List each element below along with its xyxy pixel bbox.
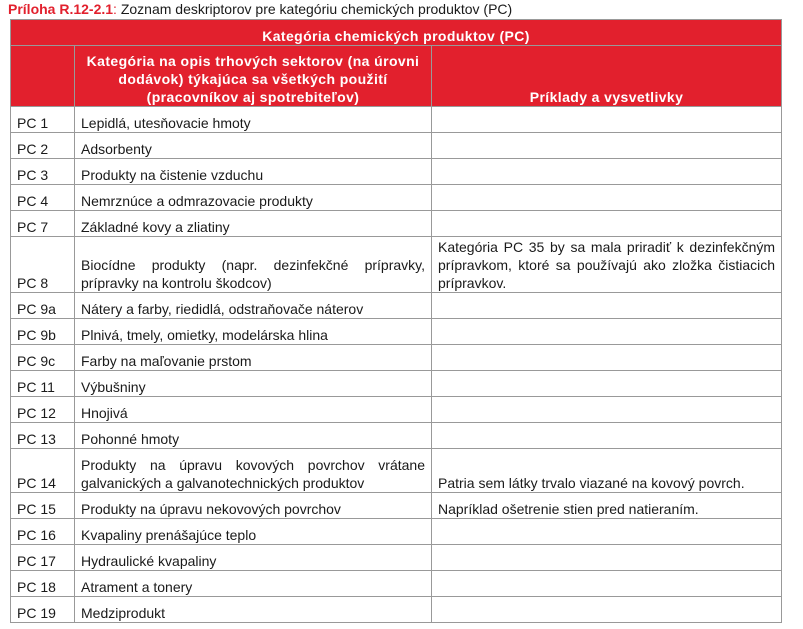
table-row bbox=[11, 397, 782, 423]
row-code: PC 8 bbox=[11, 237, 75, 293]
table-row bbox=[11, 519, 782, 545]
table-row bbox=[11, 107, 782, 133]
table-row bbox=[11, 597, 782, 623]
row-code: PC 9c bbox=[11, 345, 75, 371]
row-code: PC 2 bbox=[11, 133, 75, 159]
row-code: PC 14 bbox=[11, 449, 75, 493]
row-note bbox=[432, 211, 782, 237]
row-code: PC 15 bbox=[11, 493, 75, 519]
row-note bbox=[432, 371, 782, 397]
column-header-code bbox=[11, 46, 75, 107]
row-category: Nemrznúce a odmrazovacie produkty bbox=[75, 185, 432, 211]
row-category: Biocídne produkty (napr. dezinfekčné prípravky, prípravky na kontrolu škodcov) bbox=[75, 237, 432, 293]
table-row bbox=[11, 237, 782, 293]
row-category: Hnojivá bbox=[75, 397, 432, 423]
row-category: Produkty na čistenie vzduchu bbox=[75, 159, 432, 185]
caption-separator: : bbox=[113, 1, 117, 17]
row-code: PC 9a bbox=[11, 293, 75, 319]
row-note bbox=[432, 519, 782, 545]
row-category: Produkty na úpravu nekovových povrchov bbox=[75, 493, 432, 519]
row-note bbox=[432, 345, 782, 371]
row-code: PC 12 bbox=[11, 397, 75, 423]
row-category: Farby na maľovanie prstom bbox=[75, 345, 432, 371]
table-row bbox=[11, 571, 782, 597]
row-category: Produkty na úpravu kovových povrchov vrátane galvanických a galvanotechnických produktov bbox=[75, 449, 432, 493]
row-note bbox=[432, 319, 782, 345]
table-row bbox=[11, 345, 782, 371]
table-row bbox=[11, 423, 782, 449]
table-row bbox=[11, 293, 782, 319]
row-note bbox=[432, 597, 782, 623]
row-note bbox=[432, 293, 782, 319]
table-row bbox=[11, 493, 782, 519]
row-code: PC 7 bbox=[11, 211, 75, 237]
caption-label: Príloha R.12-2.1 bbox=[8, 1, 114, 17]
row-code: PC 17 bbox=[11, 545, 75, 571]
table-row bbox=[11, 185, 782, 211]
row-category: Kvapaliny prenášajúce teplo bbox=[75, 519, 432, 545]
table-row bbox=[11, 545, 782, 571]
pc-descriptor-table bbox=[10, 19, 782, 623]
row-category: Hydraulické kvapaliny bbox=[75, 545, 432, 571]
row-code: PC 3 bbox=[11, 159, 75, 185]
row-category: Atrament a tonery bbox=[75, 571, 432, 597]
row-code: PC 19 bbox=[11, 597, 75, 623]
table-body bbox=[11, 107, 782, 623]
row-code: PC 16 bbox=[11, 519, 75, 545]
row-note bbox=[432, 185, 782, 211]
row-note: Kategória PC 35 by sa mala priradiť k dezinfekčným prípravkom, ktoré sa používajú ako zložka čistiacich prípravkov. bbox=[432, 237, 782, 293]
row-note bbox=[432, 545, 782, 571]
table-row bbox=[11, 159, 782, 185]
row-category: Medziprodukt bbox=[75, 597, 432, 623]
row-category: Nátery a farby, riedidlá, odstraňovače náterov bbox=[75, 293, 432, 319]
row-note bbox=[432, 423, 782, 449]
row-category: Adsorbenty bbox=[75, 133, 432, 159]
row-category: Pohonné hmoty bbox=[75, 423, 432, 449]
row-category: Výbušniny bbox=[75, 371, 432, 397]
column-header-category: Kategória na opis trhových sektorov (na úrovni dodávok) týkajúca sa všetkých použití (pracovníkov aj spotrebiteľov) bbox=[75, 46, 432, 107]
table-header-row bbox=[11, 46, 782, 107]
row-note bbox=[432, 159, 782, 185]
row-code: PC 11 bbox=[11, 371, 75, 397]
row-note bbox=[432, 571, 782, 597]
row-code: PC 1 bbox=[11, 107, 75, 133]
table-row bbox=[11, 133, 782, 159]
row-category: Základné kovy a zliatiny bbox=[75, 211, 432, 237]
table-row bbox=[11, 449, 782, 493]
table-title-row bbox=[11, 20, 782, 46]
row-code: PC 13 bbox=[11, 423, 75, 449]
row-note: Napríklad ošetrenie stien pred natieraním. bbox=[432, 493, 782, 519]
row-category: Plnivá, tmely, omietky, modelárska hlina bbox=[75, 319, 432, 345]
table-row bbox=[11, 211, 782, 237]
row-code: PC 18 bbox=[11, 571, 75, 597]
row-note: Patria sem látky trvalo viazané na kovový povrch. bbox=[432, 449, 782, 493]
column-header-examples: Príklady a vysvetlivky bbox=[432, 46, 782, 107]
table-row bbox=[11, 319, 782, 345]
row-note bbox=[432, 133, 782, 159]
table-title: Kategória chemických produktov (PC) bbox=[11, 20, 782, 46]
row-code: PC 4 bbox=[11, 185, 75, 211]
row-note bbox=[432, 397, 782, 423]
row-note bbox=[432, 107, 782, 133]
caption-text: Zoznam deskriptorov pre kategóriu chemických produktov (PC) bbox=[116, 1, 513, 17]
table-row bbox=[11, 371, 782, 397]
row-category: Lepidlá, utesňovacie hmoty bbox=[75, 107, 432, 133]
table-caption bbox=[8, 1, 512, 18]
row-code: PC 9b bbox=[11, 319, 75, 345]
